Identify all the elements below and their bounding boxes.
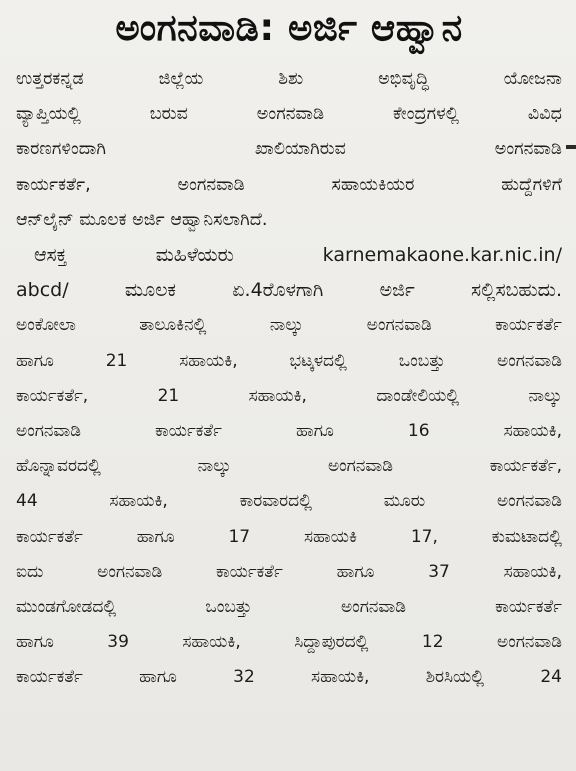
article-line: ಆಸಕ್ತ ಮಹಿಳೆಯರು karnemakaone.kar.nic.in/ <box>34 244 562 267</box>
article-body <box>16 62 562 696</box>
article-line: ವ್ಯಾಪ್ತಿಯಲ್ಲಿ ಬರುವ ಅಂಗನವಾಡಿ ಕೇಂದ್ರಗಳಲ್ಲಿ ವಿವಿಧ <box>16 104 562 125</box>
article-line: ಉತ್ತರಕನ್ನಡ ಜಿಲ್ಲೆಯ ಶಿಶು ಅಭಿವೃದ್ಧಿ ಯೋಜನಾ <box>16 69 562 89</box>
article-line: ಹೊನ್ನಾವರದಲ್ಲಿ ನಾಲ್ಕು ಅಂಗನವಾಡಿ ಕಾರ್ಯಕರ್ತೆ, <box>16 456 562 477</box>
article-line: ಐದು ಅಂಗನವಾಡಿ ಕಾರ್ಯಕರ್ತೆ ಹಾಗೂ 37 ಸಹಾಯಕಿ, <box>16 561 562 582</box>
article-line: ಮುಂಡಗೋಡದಲ್ಲಿ ಒಂಬತ್ತು ಅಂಗನವಾಡಿ ಕಾರ್ಯಕರ್ತೆ <box>16 597 562 618</box>
article-line: ಕಾರ್ಯಕರ್ತೆ, 21 ಸಹಾಯಕಿ, ದಾಂಡೇಲಿಯಲ್ಲಿ ನಾಲ್ಕು <box>16 385 562 406</box>
article-line: 44 ಸಹಾಯಕಿ, ಕಾರವಾರದಲ್ಲಿ ಮೂರು ಅಂಗನವಾಡಿ <box>16 491 562 512</box>
article-line: ಹಾಗೂ 39 ಸಹಾಯಕಿ, ಸಿದ್ದಾಪುರದಲ್ಲಿ 12 ಅಂಗನವಾಡಿ <box>16 632 562 653</box>
edge-mark <box>566 145 576 149</box>
article-line: ಕಾರ್ಯಕರ್ತೆ ಹಾಗೂ 17 ಸಹಾಯಕಿ 17, ಕುಮಟಾದಲ್ಲಿ <box>16 526 562 547</box>
article-line: ಕಾರ್ಯಕರ್ತೆ ಹಾಗೂ 32 ಸಹಾಯಕಿ, ಶಿರಸಿಯಲ್ಲಿ 24 <box>16 667 562 688</box>
article-line: ಕಾರಣಗಳಿಂದಾಗಿ ಖಾಲಿಯಾಗಿರುವ ಅಂಗನವಾಡಿ <box>16 139 562 160</box>
article-line: ಅಂಗನವಾಡಿ ಕಾರ್ಯಕರ್ತೆ ಹಾಗೂ 16 ಸಹಾಯಕಿ, <box>16 421 562 442</box>
article-line: ಆನ್‌ಲೈನ್ ಮೂಲಕ ಅರ್ಜಿ ಆಹ್ವಾನಿಸಲಾಗಿದೆ. <box>16 209 268 230</box>
article-line: ಕಾರ್ಯಕರ್ತೆ, ಅಂಗನವಾಡಿ ಸಹಾಯಕಿಯರ ಹುದ್ದೆಗಳಿಗೆ <box>16 174 562 195</box>
article-line: ಅಂಕೋಲಾ ತಾಲೂಕಿನಲ್ಲಿ ನಾಲ್ಕು ಅಂಗನವಾಡಿ ಕಾರ್ಯಕರ್ತೆ <box>16 315 562 336</box>
article-line: ಹಾಗೂ 21 ಸಹಾಯಕಿ, ಭಟ್ಕಳದಲ್ಲಿ ಒಂಬತ್ತು ಅಂಗನವಾಡಿ <box>16 350 562 371</box>
article-line: abcd/ ಮೂಲಕ ಏ.4ರೊಳಗಾಗಿ ಅರ್ಜಿ ಸಲ್ಲಿಸಬಹುದು. <box>16 279 562 302</box>
headline: ಅಂಗನವಾಡಿ: ಅರ್ಜಿ ಆಹ್ವಾನ <box>115 6 463 49</box>
